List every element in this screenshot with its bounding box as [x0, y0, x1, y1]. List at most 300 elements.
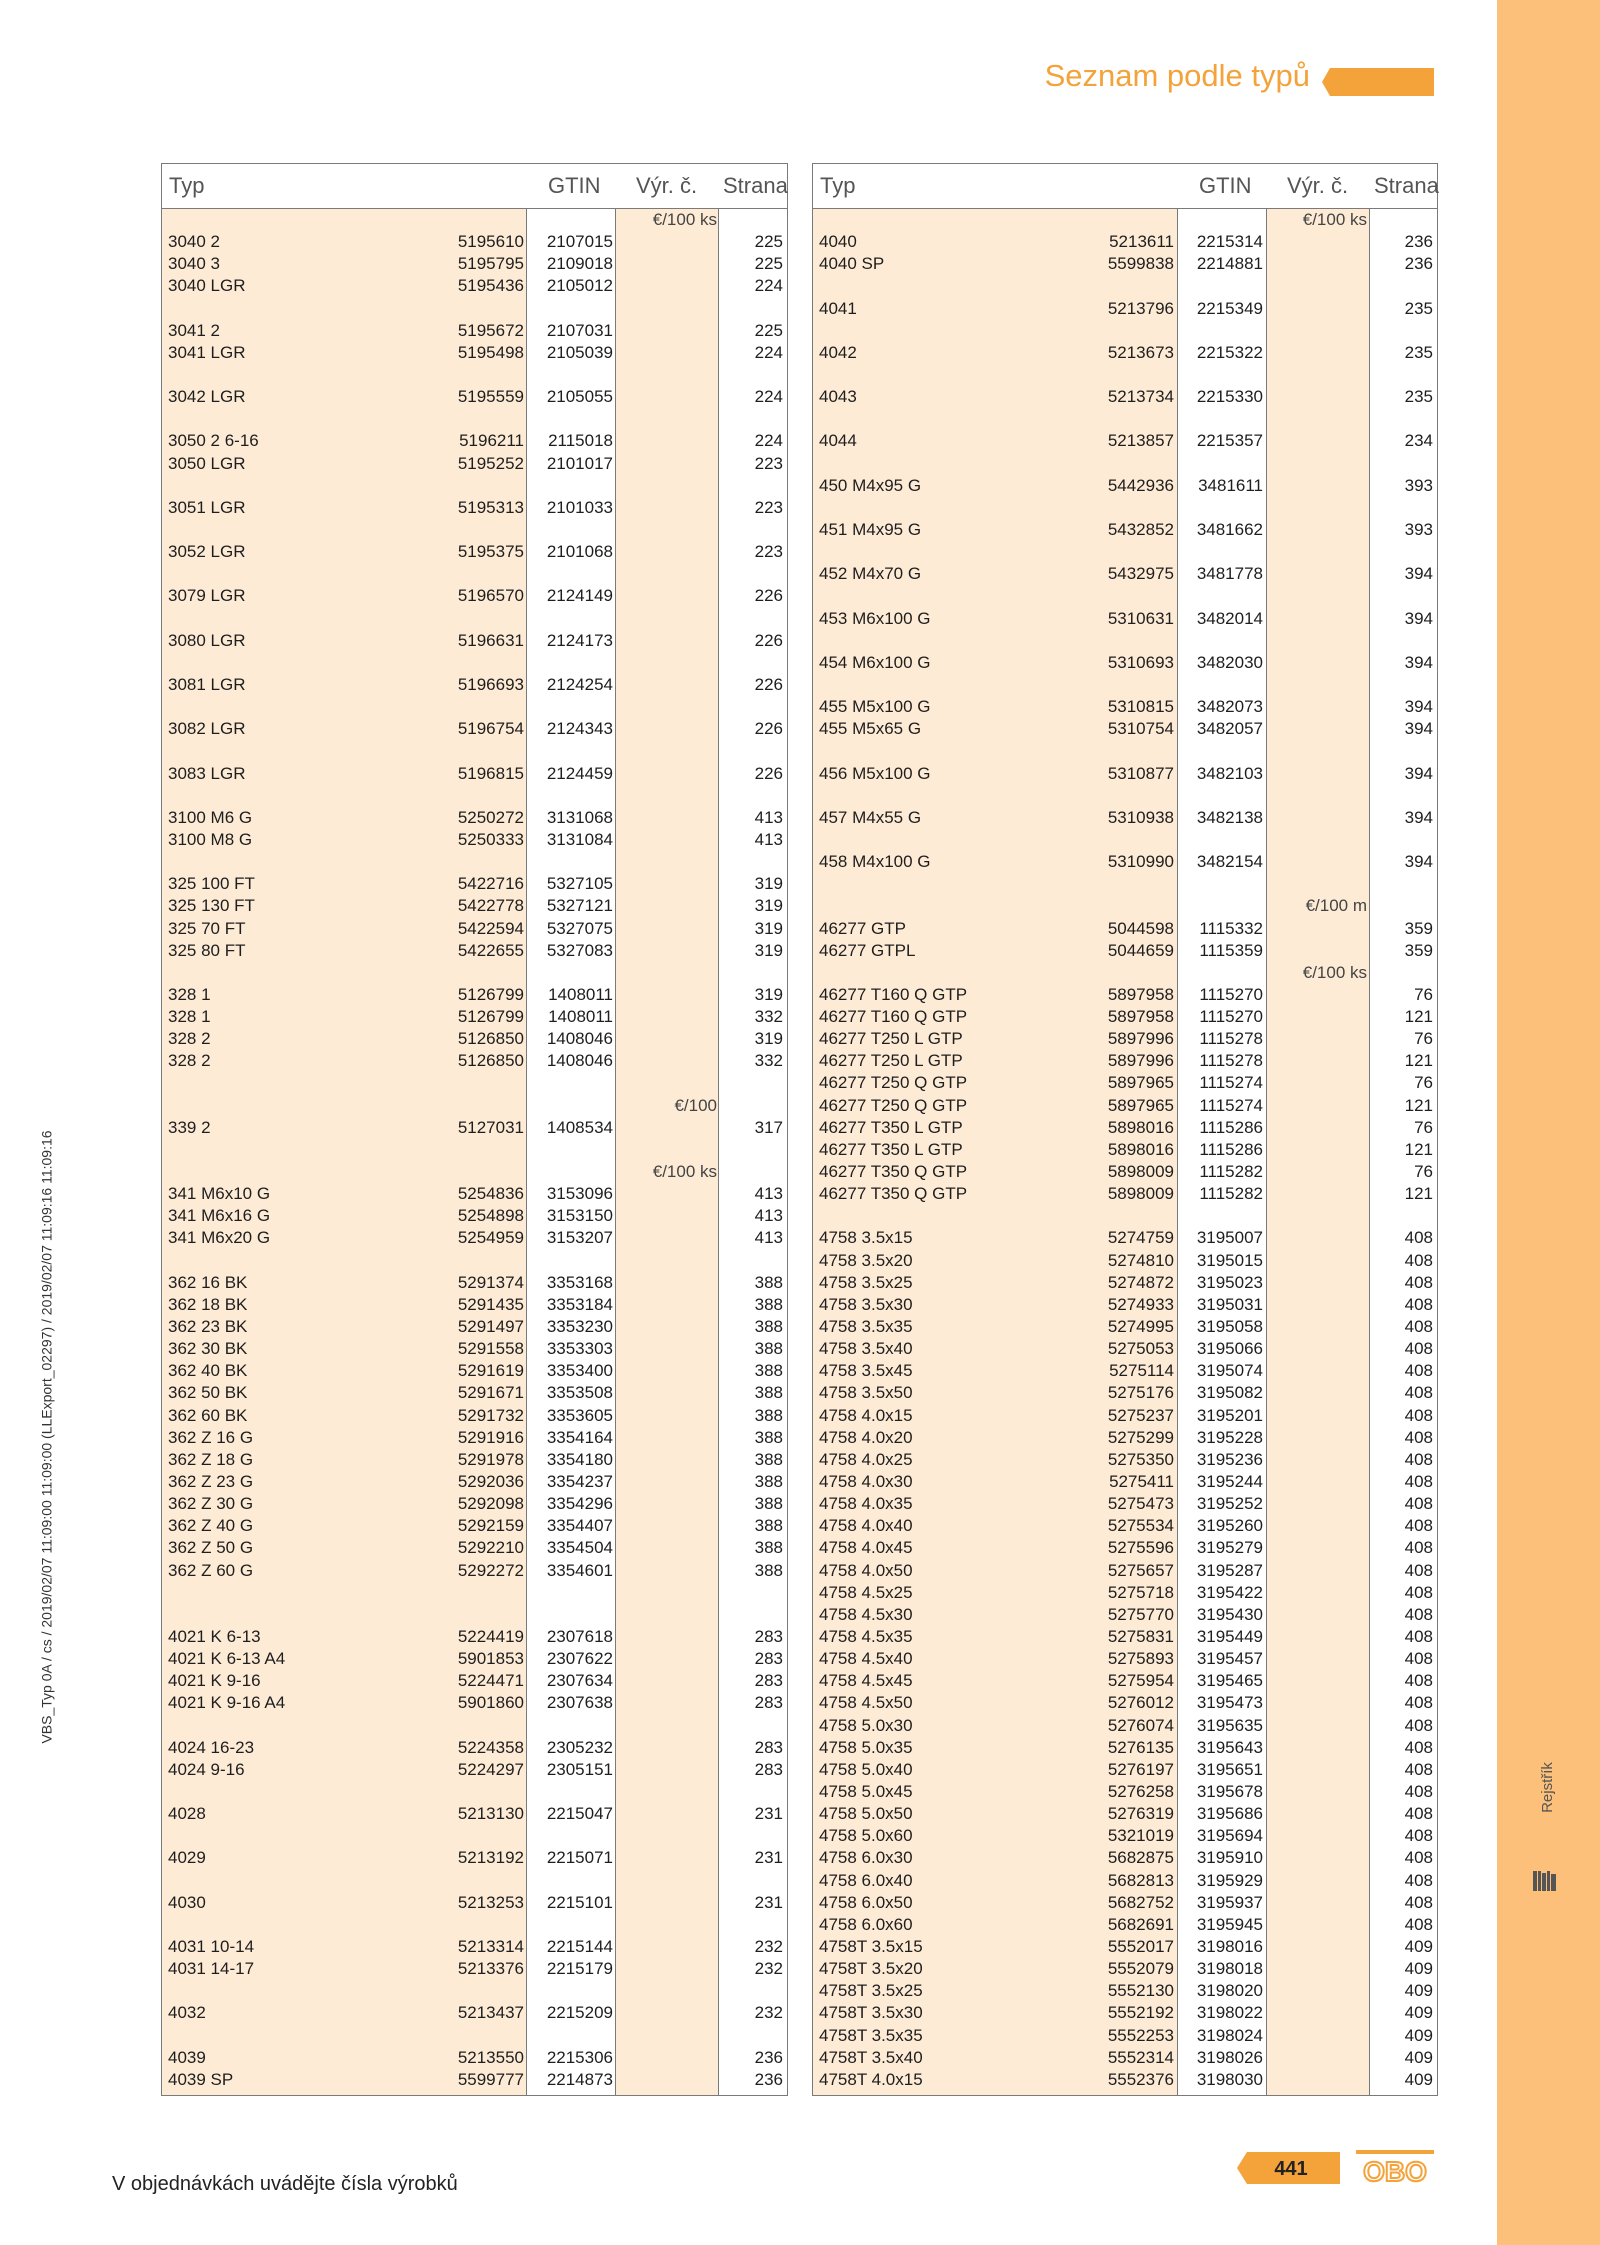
- cell-vyr: 2215330: [1196, 387, 1263, 407]
- cell-gtin: 5310693: [1107, 652, 1174, 672]
- cell-vyr: 3354237: [546, 1472, 613, 1492]
- cell-gtin: 5126850: [457, 1051, 524, 1071]
- cell-gtin: 5196631: [457, 630, 524, 650]
- table-row: [813, 1405, 1437, 1427]
- cell-gtin: 5276319: [1107, 1804, 1174, 1824]
- cell-strana: 76: [1414, 1073, 1433, 1093]
- cell-vyr: 3195074: [1196, 1361, 1263, 1381]
- cell-gtin: 5127031: [457, 1117, 524, 1137]
- cell-strana: 388: [754, 1339, 783, 1359]
- cell-gtin: 5682875: [1107, 1848, 1174, 1868]
- cell-vyr: 2307634: [546, 1671, 613, 1691]
- cell-strana: 235: [1404, 387, 1433, 407]
- cell-vyr: 1115278: [1199, 1029, 1263, 1049]
- cell-gtin: 5897965: [1107, 1073, 1174, 1093]
- price-unit: €/100 ks: [1302, 210, 1367, 229]
- cell-gtin: 5195498: [457, 342, 524, 362]
- spacer-row: [162, 1250, 787, 1272]
- cell-strana: 408: [1404, 1649, 1433, 1669]
- cell-strana: 235: [1404, 298, 1433, 318]
- cell-typ: 4758 6.0x30: [819, 1848, 913, 1868]
- table-body: [813, 209, 1437, 2091]
- cell-gtin: 5275770: [1107, 1604, 1174, 1624]
- cell-typ: 4040 SP: [819, 254, 885, 274]
- spacer-row: [162, 851, 787, 873]
- cell-strana: 408: [1404, 1870, 1433, 1890]
- cell-vyr: 3482014: [1196, 608, 1263, 628]
- cell-typ: 328 2: [168, 1051, 211, 1071]
- cell-typ: 362 Z 60 G: [168, 1560, 254, 1580]
- cell-typ: 4758T 3.5x40: [819, 2047, 923, 2067]
- cell-vyr: 3195643: [1196, 1737, 1263, 1757]
- cell-strana: 393: [1404, 475, 1433, 495]
- cell-gtin: 5224297: [457, 1759, 524, 1779]
- cell-strana: 413: [754, 829, 783, 849]
- cell-typ: 4039 SP: [168, 2069, 234, 2089]
- cell-vyr: 1408046: [546, 1029, 613, 1049]
- cell-strana: 394: [1404, 763, 1433, 783]
- cell-gtin: 5275053: [1107, 1339, 1174, 1359]
- cell-gtin: 5897958: [1107, 984, 1174, 1004]
- cell-typ: 3052 LGR: [168, 542, 246, 562]
- table-row: [813, 563, 1437, 585]
- table-row: [162, 829, 787, 851]
- cell-vyr: 1115270: [1199, 1007, 1263, 1027]
- cell-strana: 231: [754, 1848, 783, 1868]
- cell-typ: 46277 T250 Q GTP: [819, 1073, 968, 1093]
- table-row: [162, 1493, 787, 1515]
- cell-strana: 388: [754, 1361, 783, 1381]
- spacer-row: [813, 320, 1437, 342]
- spacer-row: [162, 1825, 787, 1847]
- cell-gtin: 5599838: [1107, 254, 1174, 274]
- table-row: [813, 1139, 1437, 1161]
- cell-typ: 4758 4.5x30: [819, 1604, 913, 1624]
- cell-vyr: 3195678: [1196, 1781, 1263, 1801]
- cell-vyr: 2305232: [546, 1737, 613, 1757]
- cell-vyr: 3198022: [1196, 2003, 1263, 2023]
- cell-typ: 362 Z 16 G: [168, 1427, 254, 1447]
- spacer-row: [813, 1205, 1437, 1227]
- spacer-row: [162, 740, 787, 762]
- cell-strana: 76: [1414, 1117, 1433, 1137]
- cell-vyr: 3153207: [546, 1228, 613, 1248]
- cell-strana: 408: [1404, 1693, 1433, 1713]
- cell-vyr: 1115359: [1199, 940, 1263, 960]
- table-row: [813, 1825, 1437, 1847]
- spacer-row: [813, 364, 1437, 386]
- cell-vyr: 2215322: [1196, 342, 1263, 362]
- cell-vyr: 3354164: [546, 1427, 613, 1447]
- table-row: [162, 1958, 787, 1980]
- cell-strana: 283: [754, 1737, 783, 1757]
- cell-typ: 4024 16-23: [168, 1737, 255, 1757]
- cell-gtin: 5213796: [1107, 298, 1174, 318]
- cell-gtin: 5432975: [1107, 564, 1174, 584]
- cell-vyr: 3353508: [546, 1383, 613, 1403]
- cell-typ: 4758 3.5x25: [819, 1272, 913, 1292]
- cell-vyr: 3153150: [546, 1206, 613, 1226]
- cell-vyr: 3131084: [546, 829, 613, 849]
- unit-row: [813, 962, 1437, 984]
- cell-strana: 394: [1404, 719, 1433, 739]
- cell-vyr: 3198018: [1196, 1959, 1263, 1979]
- cell-gtin: 5224358: [457, 1737, 524, 1757]
- cell-gtin: 5552017: [1107, 1936, 1174, 1956]
- cell-vyr: 3482103: [1196, 763, 1263, 783]
- cell-strana: 76: [1414, 1162, 1433, 1182]
- cell-vyr: 2307622: [546, 1649, 613, 1669]
- cell-vyr: 3195694: [1196, 1826, 1263, 1846]
- cell-strana: 388: [754, 1449, 783, 1469]
- cell-vyr: 2215306: [546, 2047, 613, 2067]
- cell-strana: 232: [754, 2003, 783, 2023]
- cell-typ: 4758T 3.5x25: [819, 1981, 923, 2001]
- cell-gtin: 5292098: [457, 1494, 524, 1514]
- table-row: [813, 1183, 1437, 1205]
- cell-typ: 4042: [819, 342, 857, 362]
- cell-typ: 458 M4x100 G: [819, 852, 931, 872]
- table-row: [813, 1117, 1437, 1139]
- table-row: [813, 1914, 1437, 1936]
- cell-typ: 454 M6x100 G: [819, 652, 931, 672]
- spacer-row: [162, 563, 787, 585]
- price-unit: €/100 ks: [1302, 962, 1367, 982]
- table-row: [813, 1892, 1437, 1914]
- table-row: [162, 2069, 787, 2091]
- table-row: [162, 1205, 787, 1227]
- cell-typ: 4031 10-14: [168, 1936, 255, 1956]
- cell-vyr: 3195082: [1196, 1383, 1263, 1403]
- cell-strana: 226: [754, 586, 783, 606]
- cell-typ: 4758 6.0x40: [819, 1870, 913, 1890]
- spacer-row: [162, 608, 787, 630]
- table-row: [813, 652, 1437, 674]
- cell-vyr: 2115018: [548, 431, 613, 451]
- cell-gtin: 5275299: [1107, 1427, 1174, 1447]
- cell-strana: 76: [1414, 1029, 1433, 1049]
- cell-typ: 4758T 3.5x35: [819, 2025, 923, 2045]
- table-row: [813, 2002, 1437, 2024]
- cell-gtin: 5291558: [457, 1339, 524, 1359]
- cell-gtin: 5898016: [1107, 1117, 1174, 1137]
- cell-strana: 319: [754, 1029, 783, 1049]
- cell-typ: 46277 T350 Q GTP: [819, 1184, 968, 1204]
- table-row: [162, 1360, 787, 1382]
- cell-typ: 4758 3.5x40: [819, 1339, 913, 1359]
- catalog-books-icon: [1532, 1869, 1558, 1893]
- table-row: [813, 696, 1437, 718]
- table-row: [162, 1936, 787, 1958]
- cell-typ: 4758T 3.5x30: [819, 2003, 923, 2023]
- cell-gtin: 5275473: [1107, 1494, 1174, 1514]
- cell-gtin: 5213314: [457, 1936, 524, 1956]
- cell-typ: 325 100 FT: [168, 874, 255, 894]
- cell-strana: 224: [754, 342, 783, 362]
- cell-typ: 4758 3.5x45: [819, 1361, 913, 1381]
- cell-vyr: 2105039: [546, 342, 613, 362]
- table-row: [813, 1604, 1437, 1626]
- cell-typ: 362 50 BK: [168, 1383, 248, 1403]
- cell-strana: 332: [754, 1051, 783, 1071]
- table-row: [162, 1006, 787, 1028]
- cell-vyr: 3198020: [1196, 1981, 1263, 2001]
- table-row: [813, 984, 1437, 1006]
- table-row: [162, 453, 787, 475]
- cell-gtin: 5897965: [1107, 1095, 1174, 1115]
- cell-vyr: 3482030: [1196, 652, 1263, 672]
- cell-gtin: 5224471: [457, 1671, 524, 1691]
- cell-strana: 121: [1404, 1184, 1433, 1204]
- document-export-meta: VBS_Typ 0A / cs / 2019/02/07 11:09:00 11:09:00 (LLExport_02297) / 2019/02/07 11:09:16 11:09:16: [39, 1130, 56, 1744]
- table-row: [813, 1250, 1437, 1272]
- cell-typ: 4758 5.0x30: [819, 1715, 913, 1735]
- spacer-row: [162, 475, 787, 497]
- spacer-row: [162, 519, 787, 541]
- cell-strana: 223: [754, 453, 783, 473]
- cell-typ: 450 M4x95 G: [819, 475, 922, 495]
- cell-strana: 408: [1404, 1383, 1433, 1403]
- cell-gtin: 5897958: [1107, 1007, 1174, 1027]
- cell-vyr: 3195449: [1196, 1627, 1263, 1646]
- table-row: [162, 1028, 787, 1050]
- table-row: [813, 1980, 1437, 2002]
- cell-gtin: 5195795: [457, 254, 524, 274]
- table-row: [162, 1737, 787, 1759]
- cell-vyr: 3482073: [1196, 697, 1263, 717]
- cell-typ: 4758 4.0x50: [819, 1560, 913, 1580]
- cell-vyr: 3482154: [1196, 852, 1263, 872]
- cell-gtin: 5422594: [457, 918, 524, 938]
- spacer-row: [162, 1715, 787, 1737]
- table-row: [162, 763, 787, 785]
- cell-vyr: 2107031: [546, 320, 613, 340]
- cell-gtin: 5276012: [1107, 1693, 1174, 1713]
- table-row: [813, 1338, 1437, 1360]
- cell-typ: 4758 6.0x50: [819, 1892, 913, 1912]
- type-table-right: [812, 163, 1438, 2096]
- cell-vyr: 2124343: [546, 719, 613, 739]
- cell-strana: 388: [754, 1272, 783, 1292]
- cell-typ: 3083 LGR: [168, 763, 246, 783]
- cell-typ: 362 16 BK: [168, 1272, 248, 1292]
- table-row: [162, 497, 787, 519]
- table-row: [162, 2047, 787, 2069]
- cell-strana: 236: [754, 2069, 783, 2089]
- table-row: [813, 1316, 1437, 1338]
- table-row: [813, 231, 1437, 253]
- cell-vyr: 3482138: [1196, 807, 1263, 827]
- cell-gtin: 5275114: [1109, 1361, 1174, 1381]
- cell-vyr: 2107015: [546, 232, 613, 252]
- cell-strana: 408: [1404, 1627, 1433, 1646]
- cell-typ: 46277 T350 Q GTP: [819, 1162, 968, 1182]
- cell-typ: 325 80 FT: [168, 940, 246, 960]
- cell-vyr: 3354601: [546, 1560, 613, 1580]
- cell-typ: 451 M4x95 G: [819, 519, 922, 539]
- cell-strana: 408: [1404, 1759, 1433, 1779]
- cell-gtin: 5422716: [457, 874, 524, 894]
- unit-row: [813, 209, 1437, 231]
- cell-vyr: 3195287: [1196, 1560, 1263, 1580]
- cell-strana: 231: [754, 1804, 783, 1824]
- cell-typ: 341 M6x16 G: [168, 1206, 271, 1226]
- cell-vyr: 3195015: [1196, 1250, 1263, 1270]
- cell-typ: 4044: [819, 431, 857, 451]
- cell-strana: 408: [1404, 1538, 1433, 1558]
- order-note: V objednávkách uvádějte čísla výrobků: [112, 2173, 458, 2195]
- cell-strana: 408: [1404, 1294, 1433, 1314]
- cell-gtin: 5195252: [457, 453, 524, 473]
- cell-vyr: 3195910: [1196, 1848, 1263, 1868]
- cell-gtin: 5291732: [457, 1405, 524, 1425]
- side-index-label[interactable]: Rejstřík: [1538, 1761, 1556, 1813]
- table-body: [162, 209, 787, 2091]
- table-row: [813, 1537, 1437, 1559]
- cell-vyr: 1408046: [546, 1051, 613, 1071]
- table-row: [162, 718, 787, 740]
- table-row: [813, 1028, 1437, 1050]
- cell-typ: 46277 T160 Q GTP: [819, 1007, 968, 1027]
- cell-strana: 388: [754, 1405, 783, 1425]
- spacer-row: [813, 740, 1437, 762]
- cell-gtin: 5274995: [1107, 1317, 1174, 1337]
- cell-gtin: 5195610: [457, 232, 524, 252]
- cell-gtin: 5682752: [1107, 1892, 1174, 1912]
- header-typ: Typ: [820, 173, 856, 198]
- cell-strana: 226: [754, 674, 783, 694]
- table-row: [162, 1515, 787, 1537]
- cell-typ: 4758 4.0x20: [819, 1427, 913, 1447]
- price-unit: €/100: [674, 1095, 717, 1115]
- table-row: [162, 1316, 787, 1338]
- cell-gtin: 5254836: [457, 1184, 524, 1204]
- cell-typ: 457 M4x55 G: [819, 807, 922, 827]
- cell-gtin: 5275954: [1107, 1671, 1174, 1691]
- price-unit: €/100 m: [1305, 896, 1367, 916]
- cell-vyr: 3481778: [1196, 564, 1263, 584]
- cell-vyr: 3353605: [546, 1405, 613, 1425]
- cell-vyr: 2215209: [546, 2003, 613, 2023]
- cell-strana: 224: [754, 276, 783, 296]
- cell-typ: 4758 5.0x50: [819, 1804, 913, 1824]
- cell-vyr: 1408534: [546, 1117, 613, 1137]
- spacer-row: [162, 298, 787, 320]
- cell-typ: 341 M6x20 G: [168, 1228, 271, 1248]
- cell-gtin: 5422655: [457, 940, 524, 960]
- cell-typ: 4021 K 6-13: [168, 1627, 261, 1646]
- cell-gtin: 5195672: [457, 320, 524, 340]
- table-row: [162, 940, 787, 962]
- cell-typ: 4758 5.0x45: [819, 1781, 913, 1801]
- cell-typ: 3100 M8 G: [168, 829, 253, 849]
- cell-gtin: 5901853: [457, 1649, 524, 1669]
- table-row: [162, 873, 787, 895]
- cell-vyr: 2124459: [546, 763, 613, 783]
- cell-gtin: 5274759: [1107, 1228, 1174, 1248]
- cell-strana: 388: [754, 1383, 783, 1403]
- table-row: [162, 1847, 787, 1869]
- cell-strana: 409: [1404, 2047, 1433, 2067]
- price-unit: €/100 ks: [652, 1162, 717, 1182]
- table-row: [162, 1117, 787, 1139]
- cell-typ: 456 M5x100 G: [819, 763, 931, 783]
- cell-typ: 455 M5x100 G: [819, 697, 931, 717]
- cell-gtin: 5552376: [1107, 2069, 1174, 2089]
- cell-strana: 393: [1404, 519, 1433, 539]
- cell-strana: 226: [754, 719, 783, 739]
- table-row: [813, 1759, 1437, 1781]
- cell-strana: 408: [1404, 1826, 1433, 1846]
- cell-strana: 121: [1404, 1139, 1433, 1159]
- cell-typ: 46277 T160 Q GTP: [819, 984, 968, 1004]
- cell-vyr: 3353400: [546, 1361, 613, 1381]
- cell-vyr: 3195058: [1196, 1317, 1263, 1337]
- table-row: [162, 630, 787, 652]
- cell-typ: 362 Z 50 G: [168, 1538, 254, 1558]
- table-row: [813, 519, 1437, 541]
- table-row: [813, 608, 1437, 630]
- cell-typ: 4758 5.0x40: [819, 1759, 913, 1779]
- cell-typ: 46277 T250 L GTP: [819, 1029, 963, 1049]
- cell-strana: 408: [1404, 1272, 1433, 1292]
- table-row: [813, 1227, 1437, 1249]
- page-number: 441: [1274, 2158, 1308, 2180]
- obo-logo: [1356, 2150, 1434, 2184]
- cell-typ: 4758T 3.5x20: [819, 1959, 923, 1979]
- cell-vyr: 2124149: [546, 586, 613, 606]
- cell-vyr: 5327105: [546, 874, 613, 894]
- unit-row: [162, 1161, 787, 1183]
- cell-typ: 3079 LGR: [168, 586, 246, 606]
- table-row: [813, 1449, 1437, 1471]
- cell-strana: 408: [1404, 1582, 1433, 1602]
- header-vyr: Výr. č.: [1287, 173, 1349, 198]
- cell-gtin: 5274933: [1107, 1294, 1174, 1314]
- cell-vyr: 3353303: [546, 1339, 613, 1359]
- cell-gtin: 5275411: [1109, 1472, 1174, 1492]
- cell-typ: 4043: [819, 387, 857, 407]
- table-row: [162, 1892, 787, 1914]
- table-row: [813, 1958, 1437, 1980]
- cell-gtin: 5682813: [1107, 1870, 1174, 1890]
- table-row: [162, 2002, 787, 2024]
- cell-gtin: 5275534: [1107, 1516, 1174, 1536]
- cell-strana: 409: [1404, 2003, 1433, 2023]
- cell-typ: 4758 6.0x60: [819, 1914, 913, 1934]
- cell-gtin: 5310938: [1107, 807, 1174, 827]
- cell-gtin: 5213611: [1109, 232, 1174, 252]
- cell-gtin: 5254898: [457, 1206, 524, 1226]
- cell-typ: 46277 T250 Q GTP: [819, 1095, 968, 1115]
- cell-gtin: 5213857: [1107, 431, 1174, 451]
- cell-gtin: 5213376: [457, 1959, 524, 1979]
- cell-gtin: 5901860: [457, 1693, 524, 1713]
- cell-gtin: 5276135: [1107, 1737, 1174, 1757]
- spacer-row: [162, 785, 787, 807]
- cell-strana: 408: [1404, 1339, 1433, 1359]
- cell-typ: 325 130 FT: [168, 896, 255, 916]
- cell-strana: 283: [754, 1693, 783, 1713]
- cell-vyr: 3195252: [1196, 1494, 1263, 1514]
- cell-gtin: 5250272: [457, 807, 524, 827]
- cell-typ: 4758 4.5x40: [819, 1649, 913, 1669]
- cell-gtin: 5292159: [457, 1516, 524, 1536]
- cell-strana: 388: [754, 1560, 783, 1580]
- cell-gtin: 5250333: [457, 829, 524, 849]
- table-row: [162, 1338, 787, 1360]
- cell-typ: 46277 GTP: [819, 918, 906, 938]
